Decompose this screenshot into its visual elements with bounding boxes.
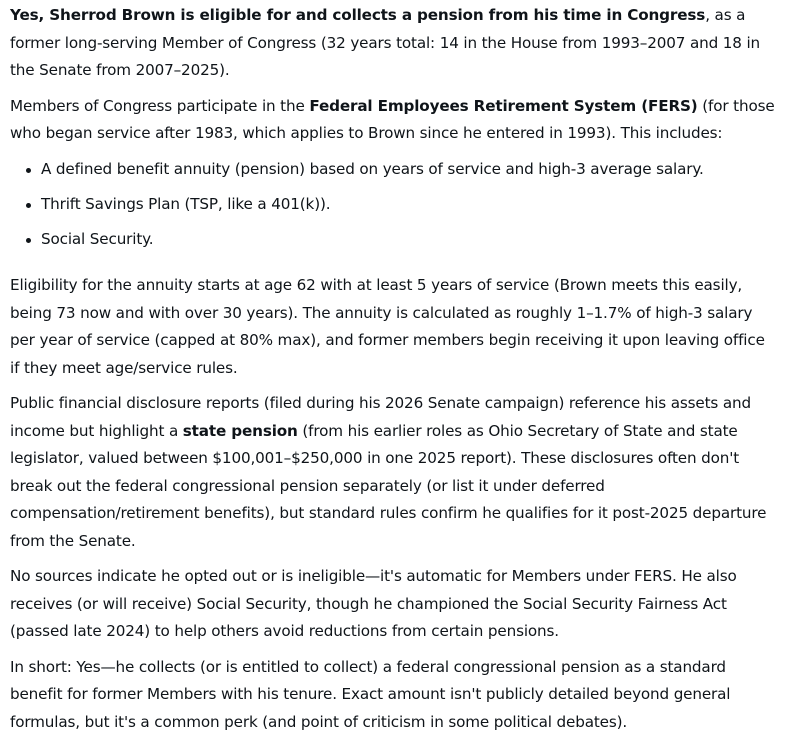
- list-item: A defined benefit annuity (pension) based on years of service and high-3 average salary.: [41, 156, 777, 184]
- disclosure-rest-text: (from his earlier roles as Ohio Secretary of State and state legislator, valued between $100,001–$250,000 in one 2025 report). These disclosures often don't break out the federal congressional pension separately (or list it under deferred compensation/retirement benefits), but standard rules confirm he qualifies for it post-2025 departure from the Senate.: [10, 422, 766, 550]
- fers-bold: Federal Employees Retirement System (FERS): [309, 97, 697, 115]
- sources-paragraph: No sources indicate he opted out or is ineligible—it's automatic for Members under FERS. He also receives (or will receive) Social Security, though he championed the Social Security Fairness Act (passed late 2024) to help others avoid reductions from certain pensions.: [10, 563, 777, 646]
- disclosure-intro-text: Public financial disclosure reports (filed during his 2026 Senate campaign) reference his assets and income but highlight a: [10, 394, 751, 440]
- state-pension-bold: state pension: [183, 422, 298, 440]
- fers-intro-text: Members of Congress participate in the: [10, 97, 309, 115]
- answer-summary-paragraph: [10, 2, 777, 85]
- list-item: Social Security.: [41, 226, 777, 254]
- list-item: Thrift Savings Plan (TSP, like a 401(k)).: [41, 191, 777, 219]
- conclusion-paragraph: In short: Yes—he collects (or is entitled to collect) a federal congressional pension as a standard benefit for former Members with his tenure. Exact amount isn't publicly detailed beyond general formulas, but it's a common perk (and point of criticism in some political debates).: [10, 654, 777, 736]
- answer-summary-text: , as a former long-serving Member of Congress (32 years total: 14 in the House from 1993–2007 and 18 in the Senate from 2007–2025).: [10, 6, 760, 79]
- fers-paragraph: [10, 93, 777, 148]
- eligibility-paragraph: Eligibility for the annuity starts at age 62 with at least 5 years of service (Brown meets this easily, being 73 now and with over 30 years). The annuity is calculated as roughly 1–1.7% of high-3 salary per year of service (capped at 80% max), and former members begin receiving it upon leaving office if they meet age/service rules.: [10, 272, 777, 382]
- benefits-list: [10, 156, 777, 254]
- disclosure-paragraph: [10, 390, 777, 555]
- fers-rest-text: (for those who began service after 1983, which applies to Brown since he entered in 1993). This includes:: [10, 97, 775, 143]
- answer-summary-bold: Yes, Sherrod Brown is eligible for and collects a pension from his time in Congress: [10, 6, 705, 24]
